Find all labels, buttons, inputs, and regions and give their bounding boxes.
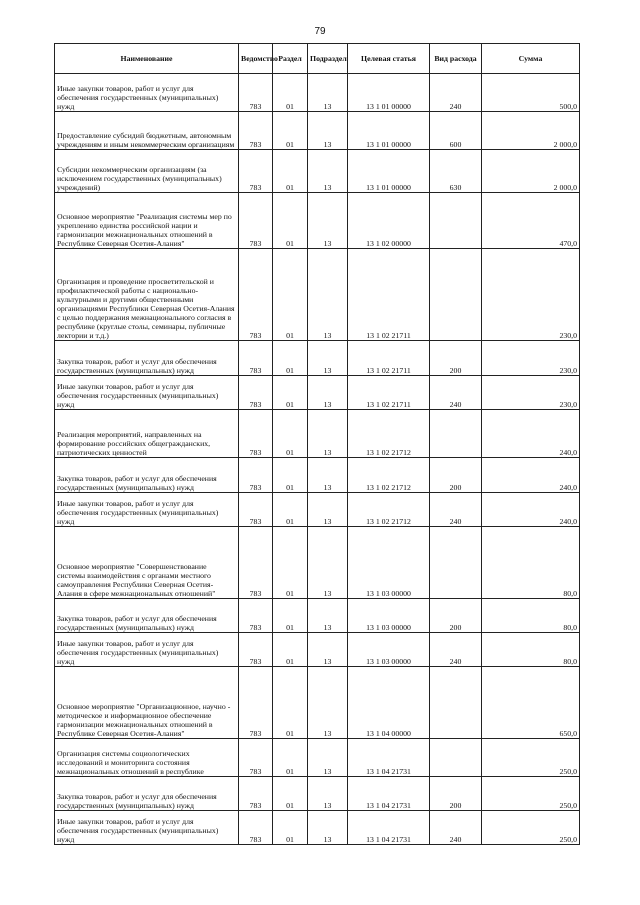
row-section: 01 (273, 112, 308, 150)
table-row (55, 193, 580, 249)
row-name: Организация системы социологических исследований и мониторинга состояния межнациональных отношений в республике (55, 739, 239, 777)
row-kind: 200 (430, 599, 482, 633)
row-dept: 783 (239, 811, 273, 845)
row-dept: 783 (239, 667, 273, 739)
row-name: Иные закупки товаров, работ и услуг для обеспечения государственных (муниципальных) нужд (55, 493, 239, 527)
table-header-row (55, 44, 580, 74)
row-section: 01 (273, 527, 308, 599)
row-dept: 783 (239, 739, 273, 777)
row-dept: 783 (239, 74, 273, 112)
row-target: 13 1 02 21712 (348, 493, 430, 527)
column-header-section: Раздел (273, 44, 308, 74)
row-subsection: 13 (308, 193, 348, 249)
row-dept: 783 (239, 112, 273, 150)
row-subsection: 13 (308, 811, 348, 845)
row-dept: 783 (239, 493, 273, 527)
row-section: 01 (273, 633, 308, 667)
row-name: Организация и проведение просветительской и профилактической работы с национально-культурными и другими общественными организациями Республики Северная Осетия-Алания с целью поддержания межнационального согласия в республике (круглые столы, семинары, публичные лектории и т.д.) (55, 249, 239, 341)
row-subsection: 13 (308, 112, 348, 150)
table-row (55, 376, 580, 410)
row-target: 13 1 01 00000 (348, 74, 430, 112)
row-kind: 200 (430, 777, 482, 811)
row-name: Закупка товаров, работ и услуг для обеспечения государственных (муниципальных) нужд (55, 777, 239, 811)
row-kind (430, 410, 482, 458)
row-target: 13 1 04 21731 (348, 739, 430, 777)
column-header-sum: Сумма (482, 44, 580, 74)
row-dept: 783 (239, 376, 273, 410)
table-row (55, 493, 580, 527)
row-sum: 470,0 (482, 193, 580, 249)
row-dept: 783 (239, 341, 273, 376)
row-subsection: 13 (308, 249, 348, 341)
table-row (55, 667, 580, 739)
row-section: 01 (273, 811, 308, 845)
row-subsection: 13 (308, 633, 348, 667)
row-sum: 230,0 (482, 341, 580, 376)
page-number: 79 (314, 26, 326, 37)
row-dept: 783 (239, 249, 273, 341)
row-dept: 783 (239, 410, 273, 458)
row-name: Закупка товаров, работ и услуг для обеспечения государственных (муниципальных) нужд (55, 599, 239, 633)
row-subsection: 13 (308, 341, 348, 376)
row-sum: 240,0 (482, 493, 580, 527)
row-sum: 650,0 (482, 667, 580, 739)
row-sum: 230,0 (482, 376, 580, 410)
table-row (55, 633, 580, 667)
row-subsection: 13 (308, 527, 348, 599)
row-kind (430, 667, 482, 739)
row-section: 01 (273, 410, 308, 458)
column-header-subsection: Подраздел (308, 44, 348, 74)
row-section: 01 (273, 667, 308, 739)
row-sum: 80,0 (482, 599, 580, 633)
row-kind: 200 (430, 458, 482, 493)
row-name: Иные закупки товаров, работ и услуг для обеспечения государственных (муниципальных) нужд (55, 376, 239, 410)
row-name: Закупка товаров, работ и услуг для обеспечения государственных (муниципальных) нужд (55, 458, 239, 493)
row-section: 01 (273, 150, 308, 193)
row-name: Предоставление субсидий бюджетным, автономным учреждениям и иным некоммерческим организациям (55, 112, 239, 150)
column-header-name: Наименование (55, 44, 239, 74)
row-dept: 783 (239, 458, 273, 493)
row-target: 13 1 04 00000 (348, 667, 430, 739)
table-row (55, 599, 580, 633)
row-dept: 783 (239, 150, 273, 193)
row-sum: 2 000,0 (482, 112, 580, 150)
row-target: 13 1 03 00000 (348, 633, 430, 667)
row-subsection: 13 (308, 410, 348, 458)
row-target: 13 1 03 00000 (348, 527, 430, 599)
row-section: 01 (273, 777, 308, 811)
row-target: 13 1 02 21711 (348, 376, 430, 410)
row-section: 01 (273, 74, 308, 112)
row-kind: 240 (430, 633, 482, 667)
row-sum: 250,0 (482, 777, 580, 811)
row-name: Основное мероприятие "Реализация системы мер по укреплению единства российской нации и гармонизации межнациональных отношений в Республике Северная Осетия-Алания" (55, 193, 239, 249)
row-subsection: 13 (308, 74, 348, 112)
row-section: 01 (273, 193, 308, 249)
row-kind (430, 249, 482, 341)
row-kind (430, 193, 482, 249)
row-name: Реализация мероприятий, направленных на формирование российских общегражданских, патриотических ценностей (55, 410, 239, 458)
row-name: Закупка товаров, работ и услуг для обеспечения государственных (муниципальных) нужд (55, 341, 239, 376)
row-target: 13 1 02 21712 (348, 410, 430, 458)
row-section: 01 (273, 341, 308, 376)
row-target: 13 1 01 00000 (348, 150, 430, 193)
row-kind (430, 739, 482, 777)
table-row (55, 811, 580, 845)
row-kind: 240 (430, 74, 482, 112)
row-target: 13 1 02 21711 (348, 341, 430, 376)
table-row (55, 249, 580, 341)
table-row (55, 777, 580, 811)
row-sum: 250,0 (482, 811, 580, 845)
row-name: Основное мероприятие "Организационное, научно - методическое и информационное обеспечение гармонизации межнациональных отношений в Республике Северная Осетия-Алания" (55, 667, 239, 739)
row-section: 01 (273, 599, 308, 633)
row-kind: 240 (430, 493, 482, 527)
row-dept: 783 (239, 193, 273, 249)
row-name: Основное мероприятие "Совершенствование системы взаимодействия с органами местного самоуправления Республики Северная Осетия-Алания в сфере межнациональных отношений" (55, 527, 239, 599)
row-kind: 240 (430, 811, 482, 845)
row-section: 01 (273, 739, 308, 777)
row-kind: 240 (430, 376, 482, 410)
column-header-dept: Ведомство (239, 44, 273, 74)
row-subsection: 13 (308, 150, 348, 193)
row-sum: 250,0 (482, 739, 580, 777)
column-header-target: Целевая статья (348, 44, 430, 74)
table-row (55, 74, 580, 112)
row-target: 13 1 04 21731 (348, 777, 430, 811)
row-name: Иные закупки товаров, работ и услуг для обеспечения государственных (муниципальных) нужд (55, 633, 239, 667)
table-row (55, 112, 580, 150)
row-kind (430, 527, 482, 599)
row-sum: 240,0 (482, 458, 580, 493)
row-subsection: 13 (308, 458, 348, 493)
table-row (55, 458, 580, 493)
row-sum: 2 000,0 (482, 150, 580, 193)
row-dept: 783 (239, 777, 273, 811)
row-subsection: 13 (308, 493, 348, 527)
row-sum: 80,0 (482, 527, 580, 599)
row-kind: 200 (430, 341, 482, 376)
row-subsection: 13 (308, 376, 348, 410)
row-target: 13 1 02 21711 (348, 249, 430, 341)
row-target: 13 1 03 00000 (348, 599, 430, 633)
row-sum: 240,0 (482, 410, 580, 458)
row-target: 13 1 02 00000 (348, 193, 430, 249)
row-kind: 600 (430, 112, 482, 150)
row-dept: 783 (239, 527, 273, 599)
row-sum: 230,0 (482, 249, 580, 341)
row-subsection: 13 (308, 667, 348, 739)
table-row (55, 410, 580, 458)
row-section: 01 (273, 249, 308, 341)
row-subsection: 13 (308, 739, 348, 777)
row-target: 13 1 02 21712 (348, 458, 430, 493)
row-name: Субсидии некоммерческим организациям (за исключением государственных (муниципальных) учреждений) (55, 150, 239, 193)
row-kind: 630 (430, 150, 482, 193)
row-subsection: 13 (308, 599, 348, 633)
row-section: 01 (273, 458, 308, 493)
row-name: Иные закупки товаров, работ и услуг для обеспечения государственных (муниципальных) нужд (55, 811, 239, 845)
table-row (55, 341, 580, 376)
row-dept: 783 (239, 633, 273, 667)
column-header-kind: Вид расхода (430, 44, 482, 74)
row-sum: 80,0 (482, 633, 580, 667)
row-section: 01 (273, 493, 308, 527)
row-section: 01 (273, 376, 308, 410)
row-name: Иные закупки товаров, работ и услуг для обеспечения государственных (муниципальных) нужд (55, 74, 239, 112)
table-row (55, 150, 580, 193)
row-sum: 500,0 (482, 74, 580, 112)
table-row (55, 739, 580, 777)
row-subsection: 13 (308, 777, 348, 811)
table-row (55, 527, 580, 599)
row-dept: 783 (239, 599, 273, 633)
row-target: 13 1 04 21731 (348, 811, 430, 845)
row-target: 13 1 01 00000 (348, 112, 430, 150)
budget-table (54, 43, 580, 845)
